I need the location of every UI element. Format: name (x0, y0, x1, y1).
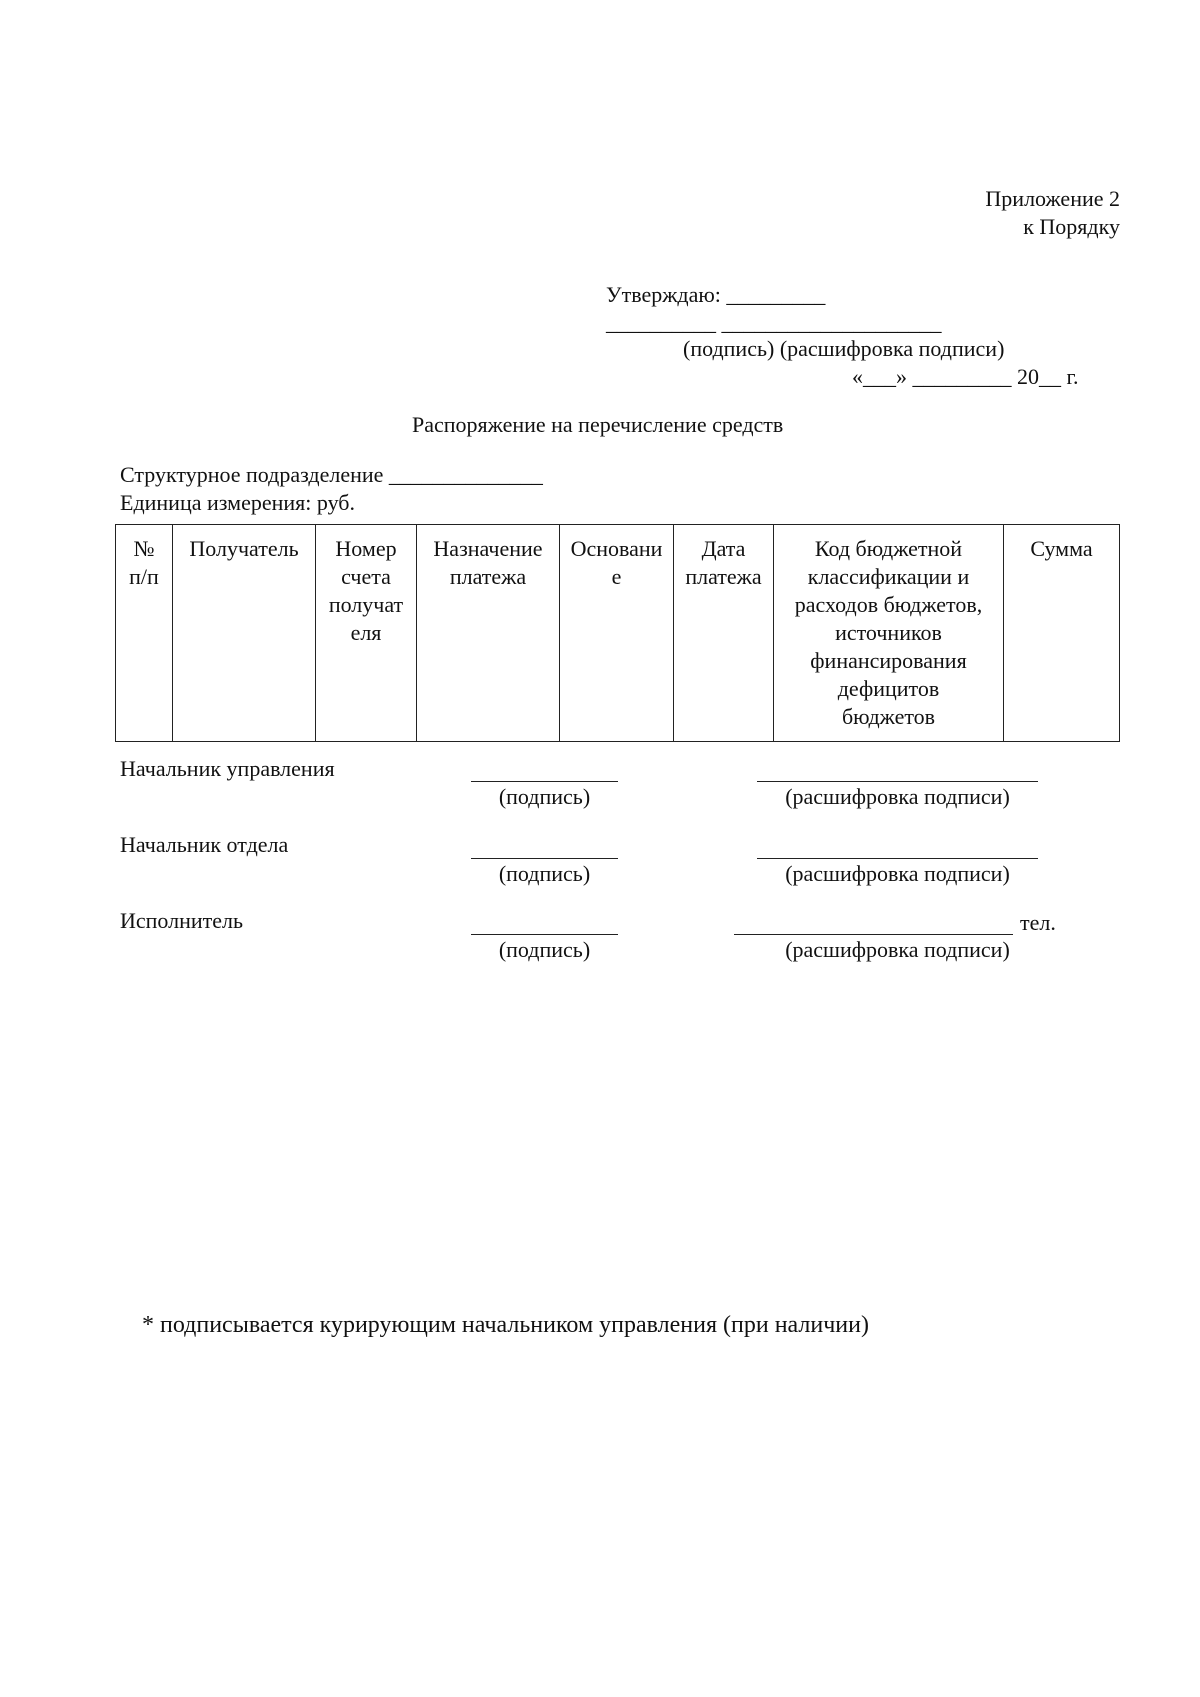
approval-captions: (подпись) (расшифровка подписи) (683, 336, 1005, 361)
signature-line-3 (471, 934, 618, 935)
approval-label: Утверждаю: _________ (606, 282, 826, 307)
approval-date-line: «___» _________ 20__ г. (852, 364, 1079, 389)
column-header-basis: Основани е (560, 525, 674, 742)
signature-caption-1: (подпись) (498, 784, 591, 809)
appendix-line-1: Приложение 2 (985, 186, 1120, 211)
name-caption-2: (расшифровка подписи) (785, 861, 1010, 886)
footnote: * подписывается курирующим начальником управления (при наличии) (142, 1312, 869, 1338)
column-header-purpose: Назначение платежа (417, 525, 560, 742)
signature-line-1 (471, 781, 618, 782)
signature-line-2 (471, 858, 618, 859)
column-header-budget-code: Код бюджетной классификации и расходов бюджетов, источников финансирования дефицитов бюджетов (774, 525, 1004, 742)
division-field: Структурное подразделение ______________ (120, 462, 543, 487)
signature-role-3: Исполнитель (120, 908, 244, 933)
column-header-amount: Сумма (1004, 525, 1120, 742)
payment-table (115, 524, 1120, 742)
unit-field: Единица измерения: руб. (120, 490, 355, 515)
signature-role-1: Начальник управления (120, 756, 335, 781)
name-line-2 (757, 858, 1038, 859)
approval-blanks: __________ ____________________ (606, 310, 942, 335)
name-caption-3: (расшифровка подписи) (785, 937, 1010, 962)
column-header-account: Номер счета получат еля (316, 525, 417, 742)
name-caption-1: (расшифровка подписи) (785, 784, 1010, 809)
column-header-number: № п/п (116, 525, 173, 742)
column-header-recipient: Получатель (173, 525, 316, 742)
document-title: Распоряжение на перечисление средств (412, 412, 784, 437)
signature-role-2: Начальник отдела (120, 832, 289, 857)
phone-label: тел. (1020, 910, 1056, 935)
signature-caption-3: (подпись) (498, 937, 591, 962)
signature-caption-2: (подпись) (498, 861, 591, 886)
appendix-line-2: к Порядку (1023, 214, 1120, 239)
name-line-3 (734, 934, 1013, 935)
name-line-1 (757, 781, 1038, 782)
table-header-row (116, 525, 1120, 742)
column-header-date: Дата платежа (674, 525, 774, 742)
